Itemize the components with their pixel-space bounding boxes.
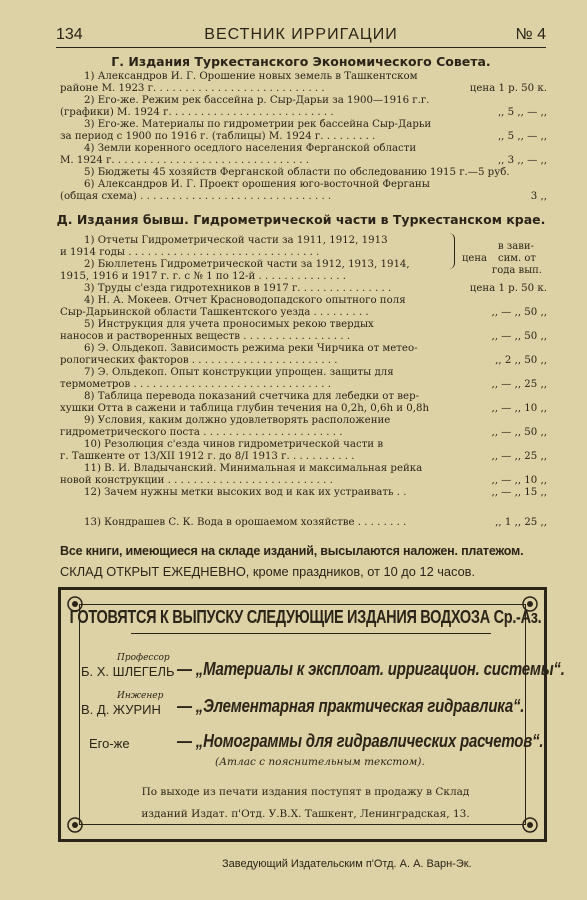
section-d-line: и 1914 годы . . . . . . . . . . . . . . . . . . . . . . . . . . . . . . <box>60 247 320 258</box>
advert-author: В. Д. ЖУРИН <box>81 702 161 717</box>
journal-title: ВЕСТНИК ИРРИГАЦИИ <box>204 26 398 43</box>
section-d-line: Сыр-Дарьинской области Ташкентского уезда . . . . . . . . . <box>60 307 369 318</box>
section-d-line: 5) Инструкция для учета проносимых рекою твердых <box>84 319 374 330</box>
section-g-price: ,, 5 ,, — ,, <box>497 131 547 142</box>
section-d-price: ,, — ,, 10 ,, <box>491 475 547 486</box>
section-g-price: ,, 5 ,, — ,, <box>497 107 547 118</box>
section-g-line: 5) Бюджеты 45 хозяйств Ферганской области по обследованию 1915 г.—5 руб. <box>84 167 510 178</box>
section-d-line: термометров . . . . . . . . . . . . . . . . . . . . . . . . . . . . . . . <box>60 379 331 390</box>
section-d-line: 1) Отчеты Гидрометрической части за 1911, 1912, 1913 <box>84 235 388 246</box>
section-d-price: ,, — ,, 15 ,, <box>491 487 547 498</box>
section-d-line: 10) Резолюция с'езда чинов гидрометрической части в <box>84 439 384 450</box>
section-g-line: М. 1924 г. . . . . . . . . . . . . . . . . . . . . . . . . . . . . . . <box>60 155 309 166</box>
signature-line: Заведующий Издательским п'Отд. А. А. Варн-Эк. <box>222 858 472 870</box>
section-d-line: 9) Условия, каким должно удовлетворять расположение <box>84 415 391 426</box>
section-g-price: цена 1 р. 50 к. <box>469 83 547 94</box>
advert-author: Его-же <box>89 736 130 751</box>
section-d-price: цена 1 р. 50 к. <box>469 283 547 294</box>
section-d-price: ,, — ,, 25 ,, <box>491 451 547 462</box>
bracket-note-line: в зави- <box>498 241 534 252</box>
section-g-title: Г. Издания Туркестанского Экономического Совета. <box>111 54 491 69</box>
section-d-price: ,, — ,, 50 ,, <box>491 307 547 318</box>
mail-order-note: Все книги, имеющиеся на складе изданий, высылаются наложен. платежом. <box>60 544 524 558</box>
section-d-line: наносов и растворенных веществ . . . . . . . . . . . . . . . . . <box>60 331 351 342</box>
advert-atlas-note: (Атлас с пояснительным текстом). <box>215 756 425 768</box>
header-rule <box>56 47 546 48</box>
section-g-price: 3 ,, <box>530 191 547 202</box>
advert-book-title: — „Элементарная практическая гидравлика“. <box>177 695 525 718</box>
section-d-price: ,, — ,, 50 ,, <box>491 427 547 438</box>
section-g-line: (общая схема) . . . . . . . . . . . . . . . . . . . . . . . . . . . . . . <box>60 191 332 202</box>
section-d-line: 6) Э. Ольдекоп. Зависимость режима реки Чирчика от метео- <box>84 343 418 354</box>
page-header <box>56 26 546 48</box>
section-d-line: 12) Зачем нужны метки высоких вод и как их устраивать . . <box>84 487 407 498</box>
advert-author: Б. Х. ШЛЕГЕЛЬ <box>81 664 175 679</box>
section-d-line: 4) Н. А. Мокеев. Отчет Красноводопадского опытного поля <box>84 295 406 306</box>
section-g-line: 1) Александров И. Г. Орошение новых земель в Ташкентском <box>84 71 418 82</box>
section-g-line: 4) Земли коренного оседлого населения Ферганской области <box>84 143 417 154</box>
section-d-line: 13) Кондрашев С. К. Вода в орошаемом хозяйстве . . . . . . . . <box>84 517 407 528</box>
section-d-line: гидрометрического поста . . . . . . . . . . . . . . . . . . . . . . <box>60 427 343 438</box>
section-d-line: 1915, 1916 и 1917 г. г. с № 1 по 12-й . . . . . . . . . . . . . . <box>60 271 346 282</box>
advert-footer-line: изданий Издат. п'Отд. У.В.Х. Ташкент, Ленинградская, 13. <box>141 808 470 820</box>
bracket-note-line: года вып. <box>492 265 542 276</box>
bracket-note-line: сим. от <box>498 253 536 264</box>
advert-rank: Инженер <box>117 691 164 701</box>
advert-footer-line: По выходе из печати издания поступят в продажу в Склад <box>141 786 470 798</box>
section-d-line: г. Ташкенте от 13/XII 1912 г. до 8/I 1913 г. . . . . . . . . . . <box>60 451 355 462</box>
section-d-title: Д. Издания бывш. Гидрометрической части в Туркестанском крае. <box>56 212 546 227</box>
advert-headline: ГОТОВЯТСЯ К ВЫПУСКУ СЛЕДУЮЩИЕ ИЗДАНИЯ ВОДХОЗА Ср.-Аз. <box>69 608 542 628</box>
section-d-price: ,, 1 ,, 25 ,, <box>495 517 547 528</box>
section-d-line: новой конструкции . . . . . . . . . . . . . . . . . . . . . . . . . . <box>60 475 333 486</box>
section-g-price: ,, 3 ,, — ,, <box>497 155 547 166</box>
section-g-line: за период с 1900 по 1916 г. (таблицы) М. 1924 г. . . . . . . . . <box>60 131 376 142</box>
section-d-line: хушки Отта в сажени и таблица глубин течения на 0,2h, 0,6h и 0,8h <box>60 403 430 414</box>
bracket-brace <box>445 233 455 269</box>
advert-box <box>58 587 565 842</box>
section-d-price: ,, — ,, 10 ,, <box>491 403 547 414</box>
page-number: 134 <box>56 26 83 43</box>
section-g-line: 6) Александров И. Г. Проект орошения юго-восточной Ферганы <box>84 179 430 190</box>
section-d-line: 3) Труды с'езда гидротехников в 1917 г. . . . . . . . . . . . . . . <box>84 283 392 294</box>
section-d-price: ,, 2 ,, 50 ,, <box>495 355 547 366</box>
section-d-line: 2) Бюллетень Гидрометрической части за 1912, 1913, 1914, <box>84 259 410 270</box>
section-d-line: 7) Э. Ольдекоп. Опыт конструкции упрощен. защиты для <box>84 367 394 378</box>
section-g-line: районе М. 1923 г. . . . . . . . . . . . . . . . . . . . . . . . . . . <box>60 83 325 94</box>
bracket-price-label: цена <box>462 253 487 264</box>
advert-book-title: — „Номограммы для гидравлических расчетов“. <box>177 730 544 753</box>
issue-number: № 4 <box>515 26 546 43</box>
advert-book-title: — „Материалы к эксплоат. ирригацион. системы“. <box>177 658 565 681</box>
section-d-line: 11) В. И. Владычанский. Минимальная и максимальная рейка <box>84 463 423 474</box>
warehouse-hours-note: СКЛАД ОТКРЫТ ЕЖЕДНЕВНО, кроме праздников, от 10 до 12 часов. <box>60 564 476 579</box>
advert-rank: Профессор <box>117 653 170 663</box>
section-g-line: (графики) М. 1924 г. . . . . . . . . . . . . . . . . . . . . . . . . . <box>60 107 334 118</box>
section-g-line: 2) Его-же. Режим рек бассейна р. Сыр-Дарьи за 1900—1916 г.г. <box>84 95 430 106</box>
advert-rule <box>131 633 491 634</box>
section-d-line: 8) Таблица перевода показаний счетчика для лебедки от вер- <box>84 391 420 402</box>
section-g-line: 3) Его-же. Материалы по гидрометрии рек бассейна Сыр-Дарьи <box>84 119 432 130</box>
section-d-price: ,, — ,, 50 ,, <box>491 331 547 342</box>
section-d-line: рологических факторов . . . . . . . . . . . . . . . . . . . . . . . <box>60 355 338 366</box>
section-d-price: ,, — ,, 25 ,, <box>491 379 547 390</box>
